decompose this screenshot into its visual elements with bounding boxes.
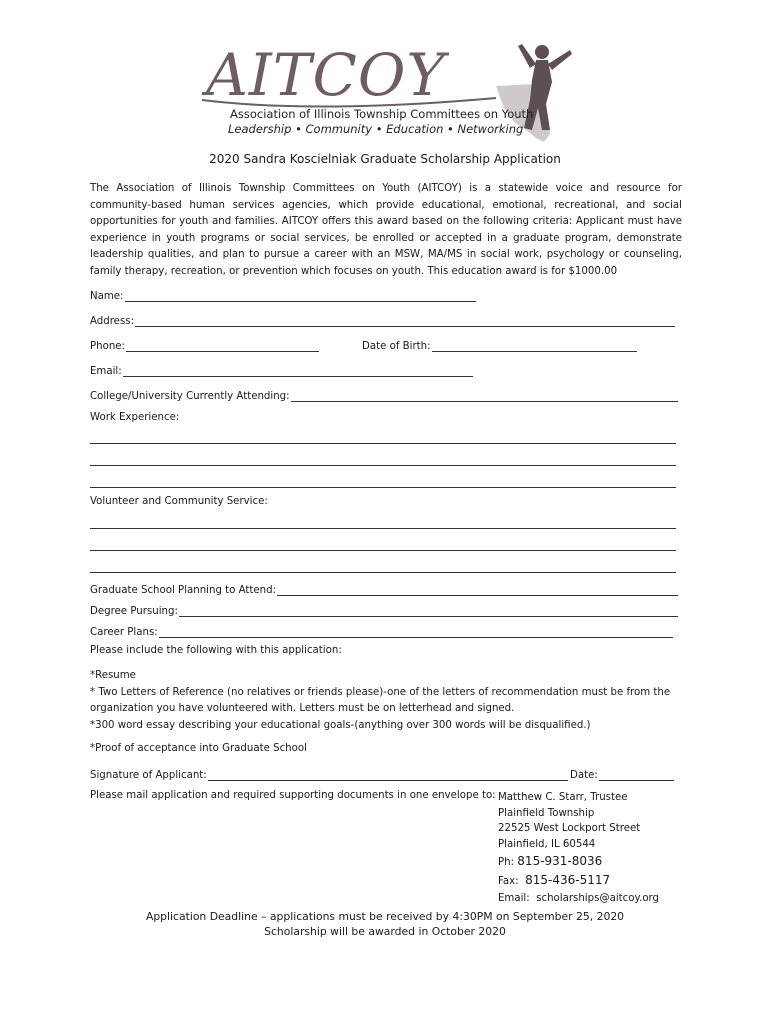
include-label: Please include the following with this application: — [90, 645, 342, 656]
addr-phone: 815-931-8036 — [517, 854, 603, 868]
addr-fax-label: Fax: — [498, 875, 519, 887]
addr-city: Plainfield, IL 60544 — [498, 838, 596, 850]
signature-date-field[interactable] — [570, 765, 674, 781]
email-field[interactable] — [90, 361, 473, 377]
attachments-list — [90, 668, 682, 758]
work-experience-line-2[interactable] — [90, 465, 676, 466]
logo-wordmark: AITCOY — [206, 41, 446, 109]
dob-field[interactable] — [362, 336, 637, 352]
signature-field[interactable] — [90, 765, 568, 781]
degree-label: Degree Pursuing: — [90, 606, 178, 617]
addr-email-label: Email: — [498, 893, 530, 904]
work-experience-line-3[interactable] — [90, 487, 676, 488]
work-experience-label: Work Experience: — [90, 412, 180, 423]
grad-school-label: Graduate School Planning to Attend: — [90, 585, 277, 596]
logo-association-name: Association of Illinois Township Committees on Youth — [230, 107, 534, 121]
name-field[interactable] — [90, 286, 476, 302]
attachment-letters: * Two Letters of Reference (no relatives or friends please)-one of the letters of recommendation must be from the organization you have volunteered with. Letters must be on letterhead and signed. — [90, 686, 671, 714]
logo-tagline: Leadership • Community • Education • Networking — [228, 122, 524, 136]
volunteer-line-3[interactable] — [90, 572, 676, 573]
career-plans-label: Career Plans: — [90, 627, 158, 638]
name-label: Name: — [90, 291, 124, 302]
mailing-address — [498, 790, 659, 907]
page-title: 2020 Sandra Koscielniak Graduate Scholarship Application — [209, 152, 561, 166]
grad-school-field[interactable] — [90, 580, 678, 596]
signature-date-label: Date: — [570, 770, 598, 781]
attachment-resume: *Resume — [90, 670, 136, 681]
aitcoy-logo — [196, 38, 586, 148]
phone-field[interactable] — [90, 336, 319, 352]
addr-street: 22525 West Lockport Street — [498, 823, 641, 834]
career-plans-field[interactable] — [90, 622, 673, 638]
addr-fax: 815-436-5117 — [525, 872, 611, 887]
addr-org: Plainfield Township — [498, 807, 595, 819]
deadline-line-1: Application Deadline – applications must be received by 4:30PM on September 25, 2020 — [145, 910, 625, 923]
college-field[interactable] — [90, 386, 678, 402]
email-label: Email: — [90, 366, 122, 377]
signature-label: Signature of Applicant: — [90, 770, 207, 781]
addr-name: Matthew C. Starr, Trustee — [498, 792, 628, 803]
address-field[interactable] — [90, 311, 675, 327]
addr-email[interactable]: scholarships@aitcoy.org — [536, 893, 660, 904]
volunteer-label: Volunteer and Community Service: — [90, 496, 268, 507]
phone-label: Phone: — [90, 341, 125, 352]
degree-field[interactable] — [90, 601, 678, 617]
address-label: Address: — [90, 316, 135, 327]
addr-phone-label: Ph: — [498, 857, 515, 868]
dob-label: Date of Birth: — [362, 341, 431, 352]
volunteer-line-1[interactable] — [90, 528, 676, 529]
deadline-notice — [0, 909, 770, 939]
attachment-proof: *Proof of acceptance into Graduate School — [90, 743, 307, 754]
mail-instructions: Please mail application and required supporting documents in one envelope to: — [90, 790, 496, 801]
college-label: College/University Currently Attending: — [90, 391, 290, 402]
volunteer-line-2[interactable] — [90, 550, 676, 551]
deadline-line-2: Scholarship will be awarded in October 2020 — [264, 925, 506, 938]
work-experience-line-1[interactable] — [90, 443, 676, 444]
intro-paragraph: The Association of Illinois Township Committees on Youth (AITCOY) is a statewide voice and resource for community-based human services agencies, which provide educational, emotional, recreational, and social opportunities for youth and families. AITCOY offers this award based on the following criteria: Applicant must have experience in youth programs or social services, be enrolled or accepted in a graduate program, demonstrate leadership qualities, and plan to pursue a career with an MSW, MA/MS in social work, psychology or counseling, family therapy, recreation, or prevention which focuses on youth. This education award is for $1000.00 — [90, 183, 682, 277]
attachment-essay: *300 word essay describing your educational goals-(anything over 300 words will be disqualified.) — [90, 719, 591, 731]
